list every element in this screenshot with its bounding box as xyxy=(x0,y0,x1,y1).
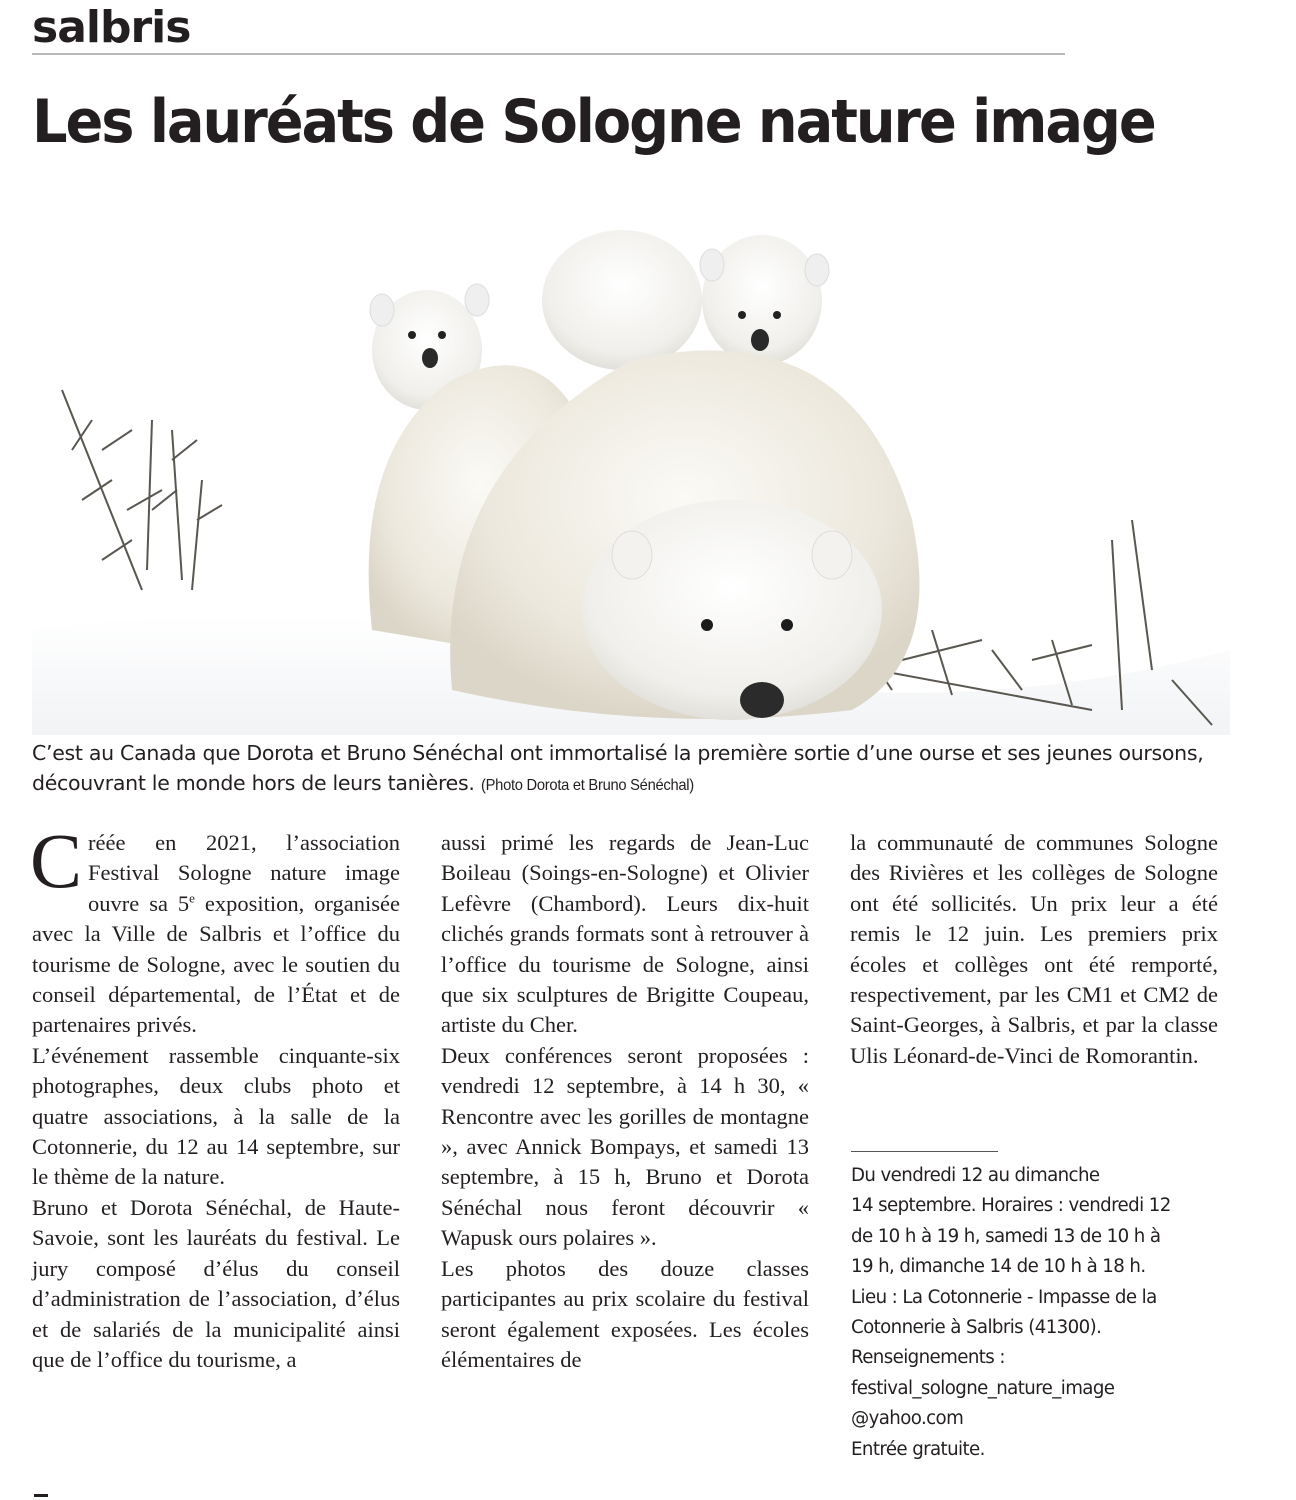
photo-caption xyxy=(32,738,1232,801)
paragraph: la communauté de communes Sologne des Rivières et les collèges de Sologne ont été sollicités. Un prix leur a été remis le 12 juin. Les premiers prix écoles et collèges ont été remporté, respectivement, par les CM1 et CM2 de Saint-Georges, à Salbris, et par la classe Ulis Léonard-de-Vinci de Romorantin. xyxy=(850,830,1218,1068)
drop-cap: C xyxy=(30,817,83,904)
photo-credit: (Photo Dorota et Bruno Sénéchal) xyxy=(480,777,694,794)
section-label: salbris xyxy=(32,2,191,53)
paragraph: L’événement rassemble cinquante-six photographes, deux clubs photo et quatre associations, à la salle de la Cotonnerie, du 12 au 14 septembre, sur le thème de la nature. xyxy=(32,1042,400,1190)
superscript: e xyxy=(189,890,195,906)
paragraph xyxy=(30,817,400,1041)
contact-email-line: @yahoo.com xyxy=(851,1408,964,1430)
info-line: Du vendredi 12 au dimanche xyxy=(851,1165,1100,1186)
info-box-divider xyxy=(851,1151,998,1152)
polar-bears-illustration xyxy=(32,190,1230,735)
paragraph-text: réée en 2021, l’association Festival Sologne nature image ouvre sa 5 xyxy=(88,830,400,916)
info-line: de 10 h à 19 h, samedi 13 de 10 h à xyxy=(851,1225,1161,1247)
info-line: Cotonnerie à Salbris (41300). xyxy=(851,1317,1102,1339)
info-line: Entrée gratuite. xyxy=(851,1438,985,1460)
paragraph: Bruno et Dorota Sénéchal, de Haute-Savoie, sont les lauréats du festival. Le jury composé d’élus du conseil d’administration de l’association, d’élus et de salariés de la municipalité ainsi que de l’office du tourisme, a xyxy=(32,1194,400,1372)
info-line: Lieu : La Cotonnerie - Impasse de la xyxy=(851,1286,1157,1308)
article-column-2 xyxy=(441,828,809,1375)
info-line: 19 h, dimanche 14 de 10 h à 18 h. xyxy=(851,1256,1146,1278)
contact-email-line: festival_sologne_nature_image xyxy=(851,1377,1115,1399)
practical-info-box xyxy=(851,1161,1241,1465)
page-edge-mark xyxy=(34,1494,48,1497)
paragraph: Les photos des douze classes participantes au prix scolaire du festival seront également exposées. Les écoles élémentaires de xyxy=(441,1255,809,1372)
article-column-3 xyxy=(850,828,1218,1071)
paragraph-text: exposition, organisée avec la Ville de Salbris et l’office du tourisme de Sologne, avec le soutien du conseil départemental, de l’État et de partenaires privés. xyxy=(32,890,400,1038)
headline: Les lauréats de Sologne nature image xyxy=(32,87,1155,157)
article-column-1 xyxy=(30,817,400,1375)
paragraph: Deux conférences seront proposées : vendredi 12 septembre, à 14 h 30, « Rencontre avec les gorilles de montagne », avec Annick Bompays, et samedi 13 septembre, à 15 h, Bruno et Dorota Sénéchal nous feront découvrir « Wapusk ours polaires ». xyxy=(441,1042,809,1251)
article-photo xyxy=(32,190,1230,735)
caption-text: C’est au Canada que Dorota et Bruno Sénéchal ont immortalisé la première sortie d’une ourse et ses jeunes oursons, découvrant le monde hors de leurs tanières. xyxy=(32,741,1204,795)
info-line: 14 septembre. Horaires : vendredi 12 xyxy=(851,1195,1171,1217)
section-divider xyxy=(32,53,1065,55)
paragraph: aussi primé les regards de Jean-Luc Boileau (Soings-en-Sologne) et Olivier Lefèvre (Chambord). Leurs dix-huit clichés grands formats sont à retrouver à l’office du tourisme de Sologne, ainsi que six sculptures de Brigitte Coupeau, artiste du Cher. xyxy=(441,830,809,1038)
info-line: Renseignements : xyxy=(851,1347,1005,1369)
